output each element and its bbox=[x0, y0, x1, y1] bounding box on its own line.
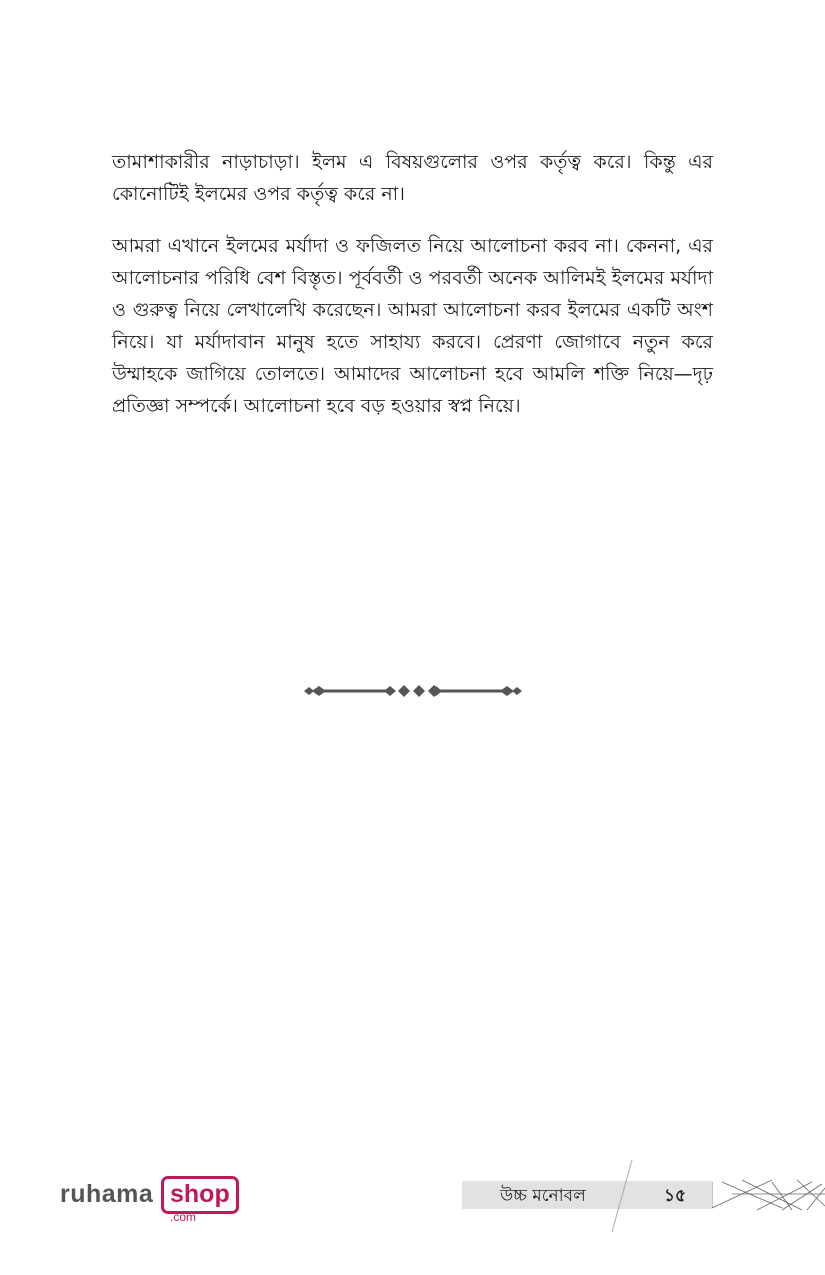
ruhamashop-logo[interactable] bbox=[60, 1176, 230, 1226]
paragraph-1 bbox=[112, 146, 713, 210]
paragraph-2 bbox=[112, 230, 713, 422]
footer-line-pattern bbox=[712, 1178, 825, 1212]
paragraph-2-text: আমরা এখানে ইলমের মর্যাদা ও ফজিলত নিয়ে আলোচনা করব না। কেননা, এর আলোচনার পরিধি বেশ বিস্তৃত। পূর্ববর্তী ও পরবর্তী অনেক আলিমই ইলমের মর্যাদা ও গুরুত্ব নিয়ে লেখালেখি করেছেন। আমরা আলোচনা করব ইলমের একটি অংশ নিয়ে। যা মর্যাদাবান মানুষ হতে সাহায্য করবে। প্রেরণা জোগাবে নতুন করে উম্মাহকে জাগিয়ে তোলতে। আমাদের আলোচনা হবে আমলি শক্তি নিয়ে—দৃঢ় প্রতিজ্ঞা সম্পর্কে। আলোচনা হবে বড় হওয়ার স্বপ্ন নিয়ে। bbox=[112, 235, 714, 417]
footer-book-title: উচ্চ মনোবল bbox=[500, 1186, 586, 1206]
logo-text-ruhama: ruhama bbox=[60, 1180, 154, 1208]
footer-divider-slash bbox=[600, 1160, 640, 1235]
paragraph-1-text: তামাশাকারীর নাড়াচাড়া। ইলম এ বিষয়গুলোর ওপর কর্তৃত্ব করে। কিন্তু এর কোনোটিই ইলমের ওপর কর্তৃত্ব করে না। bbox=[112, 151, 713, 205]
page-number: ১৫ bbox=[664, 1186, 687, 1206]
section-divider-ornament bbox=[302, 682, 524, 700]
logo-text-domain: .com bbox=[170, 1210, 197, 1224]
logo-text-shop: shop bbox=[161, 1176, 239, 1214]
